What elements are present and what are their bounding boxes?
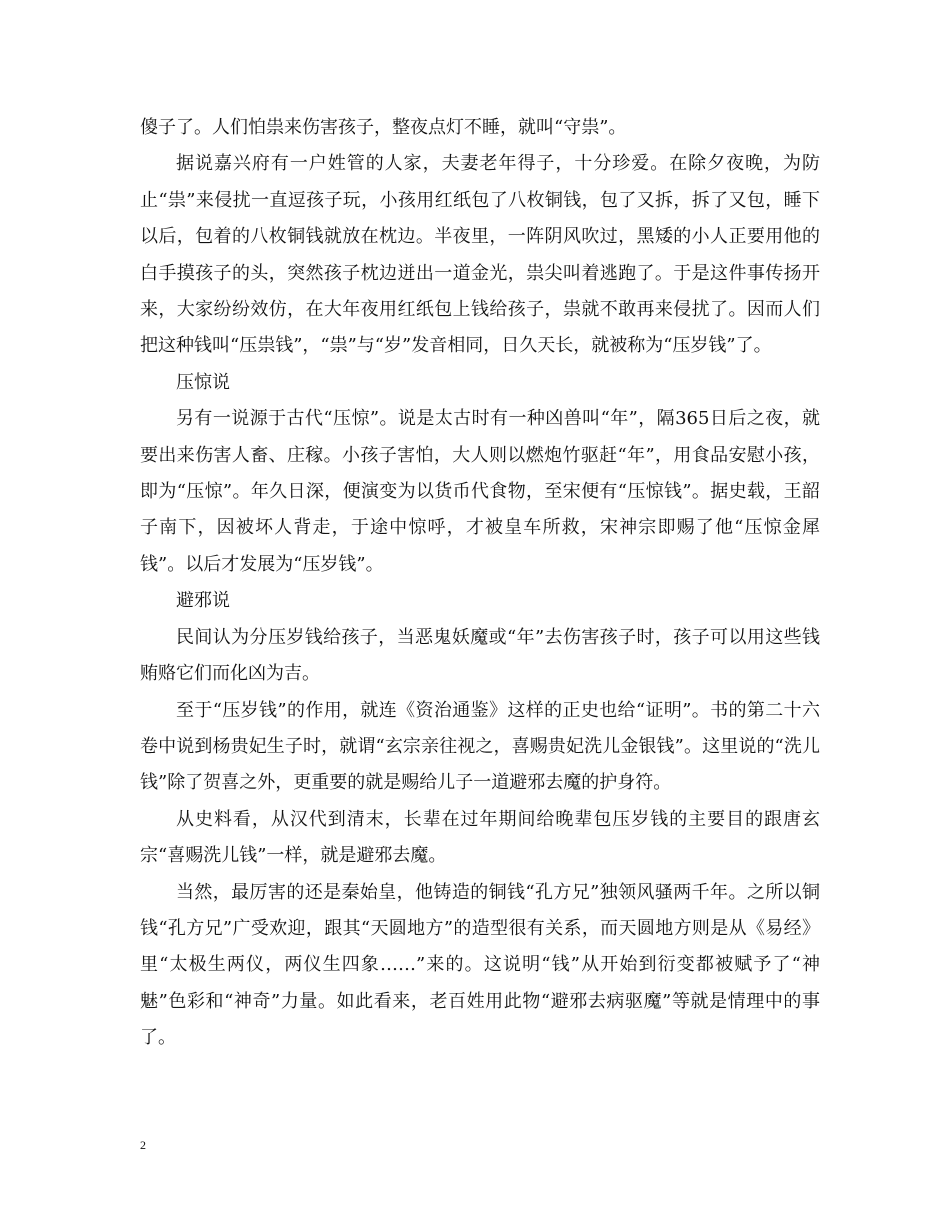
paragraph-1: 傻子了。人们怕祟来伤害孩子，整夜点灯不睡，就叫“守祟”。: [140, 117, 627, 138]
paragraph-8: 从史料看，从汉代到清末，长辈在过年期间给晚辈包压岁钱的主要目的跟唐玄宗“喜赐洗儿钱”一样，就是避邪去魔。: [140, 808, 820, 867]
page-number: 2: [140, 1138, 146, 1152]
document-body: [140, 110, 820, 1057]
paragraph-4: 另有一说源于古代“压惊”。说是太古时有一种凶兽叫“年”，隔365日后之夜，就要出来伤害人畜、庄稼。小孩子害怕，大人则以燃炮竹驱赶“年”，用食品安慰小孩，即为“压惊”。年久日深，便演变为以货币代食物，至宋便有“压惊钱”。据史载，王韶子南下，因被坏人背走，于途中惊呼，才被皇车所救，宋神宗即赐了他“压惊金犀钱”。以后才发展为“压岁钱”。: [140, 408, 820, 575]
paragraph-7: 至于“压岁钱”的作用，就连《资治通鉴》这样的正史也给“证明”。书的第二十六卷中说到杨贵妃生子时，就谓“玄宗亲往视之，喜赐贵妃洗儿金银钱”。这里说的“洗儿钱”除了贺喜之外，更重要的就是赐给儿子一道避邪去魔的护身符。: [140, 699, 820, 794]
section-heading-bixie: 避邪说: [176, 590, 230, 612]
paragraph-6: 民间认为分压岁钱给孩子，当恶鬼妖魔或“年”去伤害孩子时，孩子可以用这些钱贿赂它们而化凶为吉。: [140, 626, 820, 685]
paragraph-2: 据说嘉兴府有一户姓管的人家，夫妻老年得子，十分珍爱。在除夕夜晚，为防止“祟”来侵扰一直逗孩子玩，小孩用红纸包了八枚铜钱，包了又拆，拆了又包，睡下以后，包着的八枚铜钱就放在枕边。半夜里，一阵阴风吹过，黑矮的小人正要用他的白手摸孩子的头，突然孩子枕边迸出一道金光，祟尖叫着逃跑了。于是这件事传扬开来，大家纷纷效仿，在大年夜用红纸包上钱给孩子，祟就不敢再来侵扰了。因而人们把这种钱叫“压祟钱”，“祟”与“岁”发音相同，日久天长，就被称为“压岁钱”了。: [140, 153, 820, 357]
paragraph-9: 当然，最厉害的还是秦始皇，他铸造的铜钱“孔方兄”独领风骚两千年。之所以铜钱“孔方兄”广受欢迎，跟其“天圆地方”的造型很有关系，而天圆地方则是从《易经》里“太极生两仪，两仪生四象……”来的。这说明“钱”从开始到衍变都被赋予了“神魅”色彩和“神奇”力量。如此看来，老百姓用此物“避邪去病驱魔”等就是情理中的事了。: [140, 881, 820, 1049]
section-heading-yajing: 压惊说: [176, 371, 230, 393]
